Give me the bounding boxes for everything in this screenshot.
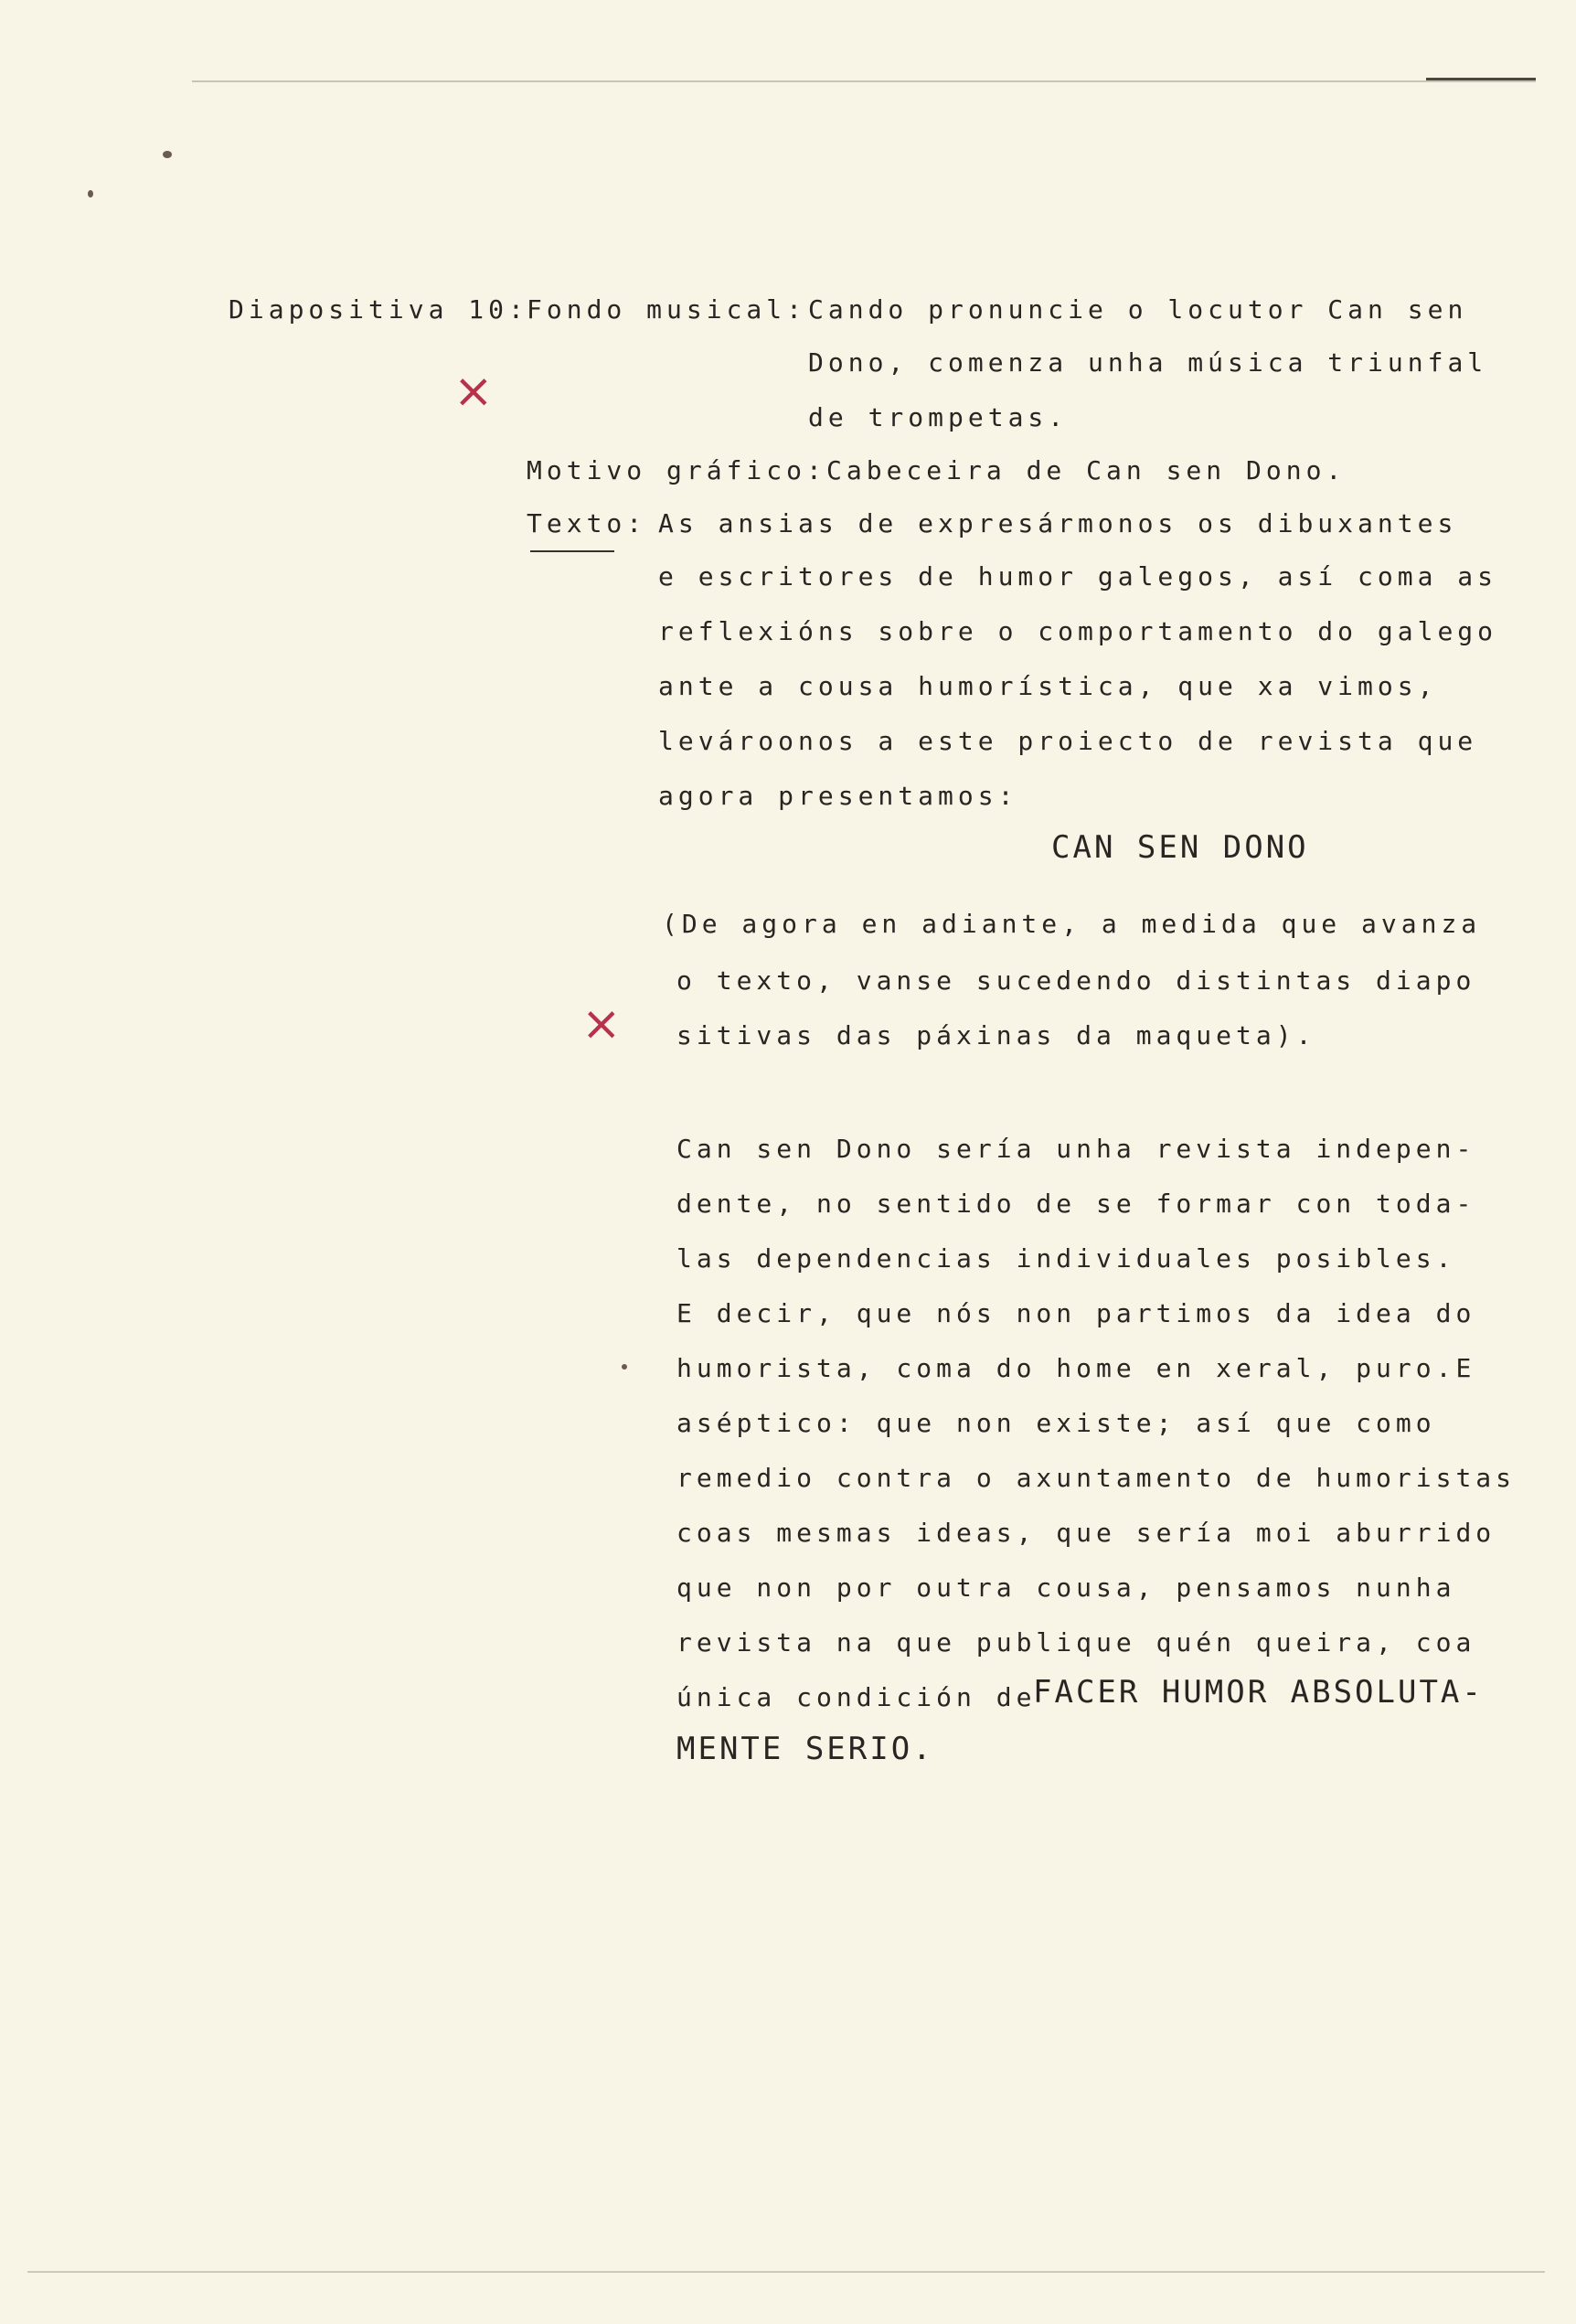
texto-line-4: ante a cousa humorística, que xa vimos, [658, 671, 1438, 701]
body-line-9: que non por outra cousa, pensamos nunha [676, 1572, 1456, 1603]
page-edge-bottom [27, 2271, 1545, 2273]
slide-label: Diapositiva 10: [229, 294, 528, 325]
texto-line-2: e escritores de humor galegos, así coma as [658, 561, 1498, 592]
texto-line-3: reflexións sobre o comportamento do galego [658, 616, 1498, 646]
body-emphasis-2: MENTE SERIO. [676, 1731, 934, 1767]
motivo-label: Motivo gráfico: [527, 455, 826, 485]
note-line-1: (De agora en adiante, a medida que avanza [662, 909, 1482, 939]
note-line-3: sitivas das páxinas da maqueta). [676, 1020, 1316, 1050]
fondo-line-3: de trompetas. [808, 402, 1069, 432]
body-line-4: E decir, que nós non partimos da idea do [676, 1298, 1476, 1328]
body-line-3: las dependencias individuales posibles. [676, 1243, 1456, 1274]
body-emphasis-1: FACER HUMOR ABSOLUTA- [1033, 1674, 1484, 1711]
motivo-text: Cabeceira de Can sen Dono. [826, 455, 1347, 485]
page-edge-top-shadow [1426, 78, 1536, 80]
speck [88, 190, 93, 197]
texto-line-1: As ansias de expresármonos os dibuxantes [658, 508, 1458, 538]
speck [163, 151, 172, 158]
body-line-6: aséptico: que non existe; así que como [676, 1408, 1436, 1438]
body-line-5: humorista, coma do home en xeral, puro.E [676, 1353, 1476, 1383]
magazine-title: CAN SEN DONO [1051, 829, 1309, 866]
texto-line-5: levároonos a este proiecto de revista que [658, 726, 1478, 756]
body-line-7: remedio contra o axuntamento de humoristas [676, 1463, 1517, 1493]
page-edge-top [192, 80, 1536, 82]
fondo-line-1: Cando pronuncie o locutor Can sen [808, 294, 1468, 325]
body-line-8: coas mesmas ideas, que sería moi aburrido [676, 1518, 1496, 1548]
body-line-10: revista na que publique quén queira, coa [676, 1627, 1476, 1658]
texto-line-6: agora presentamos: [658, 781, 1018, 811]
texto-label: Texto: [527, 508, 647, 538]
fondo-line-2: Dono, comenza unha música triunfal [808, 347, 1488, 378]
fondo-label: Fondo musical: [527, 294, 807, 325]
body-line-2: dente, no sentido de se formar con toda- [676, 1189, 1476, 1219]
red-cross-mark: × [581, 997, 622, 1051]
note-line-2: o texto, vanse sucedendo distintas diapo [676, 965, 1476, 996]
body-line-11: única condición de [676, 1682, 1037, 1712]
body-line-1: Can sen Dono sería unha revista indepen- [676, 1134, 1476, 1164]
red-cross-mark: × [453, 364, 494, 419]
handwritten-underline [530, 550, 614, 552]
speck [622, 1364, 627, 1370]
